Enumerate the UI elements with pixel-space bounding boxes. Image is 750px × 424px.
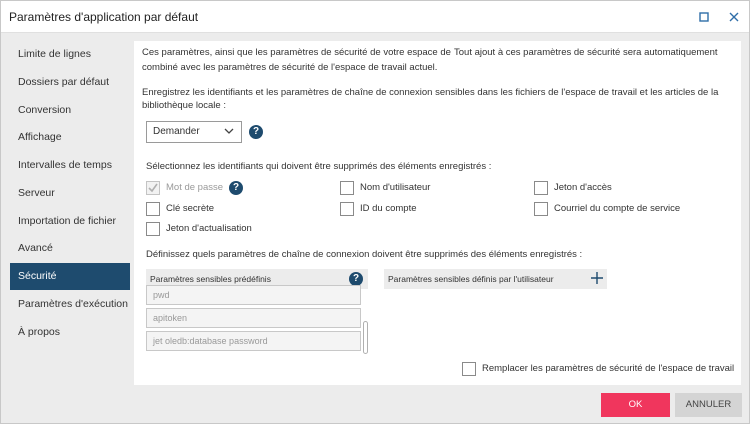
secret-key-checkbox[interactable] bbox=[146, 202, 160, 216]
intro-text-left-1: Ces paramètres, ainsi que les paramètres de sécurité de votre espace de bbox=[142, 47, 451, 58]
chevron-down-icon bbox=[223, 125, 235, 137]
cancel-button[interactable]: ANNULER bbox=[675, 393, 742, 417]
save-prompt-line-1: Enregistrez les identifiants et les paramètres de chaîne de connexion sensibles dans les fichiers de l'espace de travail et les articles de la bbox=[142, 87, 719, 98]
intro-text-left-2: combiné avec les paramètres de sécurité de l'espace de travail actuel. bbox=[142, 62, 438, 73]
user-defined-params-header: Paramètres sensibles définis par l'utilisateur bbox=[384, 269, 607, 289]
account-id-checkbox[interactable] bbox=[340, 202, 354, 216]
username-label: Nom d'utilisateur bbox=[360, 182, 431, 193]
settings-sidebar bbox=[10, 41, 131, 389]
account-id-label: ID du compte bbox=[360, 203, 417, 214]
secret-key-label: Clé secrète bbox=[166, 203, 215, 214]
predefined-param-item: pwd bbox=[146, 285, 361, 305]
save-prompt-line-2: bibliothèque locale : bbox=[142, 100, 226, 111]
password-label: Mot de passe bbox=[166, 182, 224, 193]
access-token-label: Jeton d'accès bbox=[554, 182, 612, 193]
close-button[interactable] bbox=[726, 9, 742, 25]
sidebar-item-conversion[interactable]: Conversion bbox=[18, 104, 72, 116]
intro-text-right: Tout ajout à ces paramètres de sécurité sera automatiquement bbox=[454, 47, 718, 58]
predefined-param-item: jet oledb:database password bbox=[146, 331, 361, 351]
save-credentials-select[interactable] bbox=[146, 121, 242, 143]
refresh-token-label: Jeton d'actualisation bbox=[166, 223, 252, 234]
maximize-icon bbox=[699, 12, 709, 22]
replace-workspace-settings-checkbox[interactable] bbox=[462, 362, 476, 376]
service-account-email-label: Courriel du compte de service bbox=[554, 203, 681, 214]
sidebar-item-serveur[interactable]: Serveur bbox=[18, 187, 55, 199]
identifiers-prompt: Sélectionnez les identifiants qui doivent être supprimés des éléments enregistrés : bbox=[146, 161, 492, 172]
title-bar bbox=[1, 1, 749, 33]
refresh-token-checkbox[interactable] bbox=[146, 222, 160, 236]
help-icon[interactable]: ? bbox=[249, 125, 263, 139]
sidebar-item-limite-de-lignes[interactable]: Limite de lignes bbox=[18, 48, 91, 60]
maximize-button[interactable] bbox=[696, 9, 712, 25]
predefined-param-item: apitoken bbox=[146, 308, 361, 328]
window-title: Paramètres d'application par défaut bbox=[9, 10, 199, 24]
password-checkbox[interactable] bbox=[146, 181, 160, 195]
save-credentials-value: Demander bbox=[153, 126, 200, 137]
add-param-icon[interactable] bbox=[590, 271, 604, 285]
sidebar-item-dossiers-par-defaut[interactable]: Dossiers par défaut bbox=[18, 76, 110, 88]
replace-workspace-settings-label: Remplacer les paramètres de sécurité de l'espace de travail bbox=[482, 363, 735, 374]
close-icon bbox=[729, 12, 739, 22]
connection-params-prompt: Définissez quels paramètres de chaîne de connexion doivent être supprimés des éléments enregistrés : bbox=[146, 249, 583, 260]
sidebar-item-parametres-execution[interactable]: Paramètres d'exécution bbox=[18, 298, 128, 310]
sidebar-item-avance[interactable]: Avancé bbox=[18, 242, 53, 254]
username-checkbox[interactable] bbox=[340, 181, 354, 195]
predefined-params-header: Paramètres sensibles prédéfinis bbox=[146, 269, 368, 289]
sidebar-item-a-propos[interactable]: À propos bbox=[18, 326, 61, 338]
access-token-checkbox[interactable] bbox=[534, 181, 548, 195]
checkmark-icon bbox=[148, 183, 158, 193]
predefined-params-scrollbar[interactable] bbox=[363, 321, 368, 354]
help-icon[interactable]: ? bbox=[229, 181, 243, 195]
sidebar-item-importation-de-fichier[interactable]: Importation de fichier bbox=[18, 215, 117, 227]
sidebar-item-securite[interactable]: Sécurité bbox=[10, 263, 130, 290]
sidebar-item-affichage[interactable]: Affichage bbox=[18, 131, 62, 143]
service-account-email-checkbox[interactable] bbox=[534, 202, 548, 216]
ok-button[interactable]: OK bbox=[601, 393, 670, 417]
sidebar-item-intervalles-de-temps[interactable]: Intervalles de temps bbox=[18, 159, 112, 171]
help-icon[interactable]: ? bbox=[349, 272, 363, 286]
security-panel bbox=[134, 41, 741, 385]
